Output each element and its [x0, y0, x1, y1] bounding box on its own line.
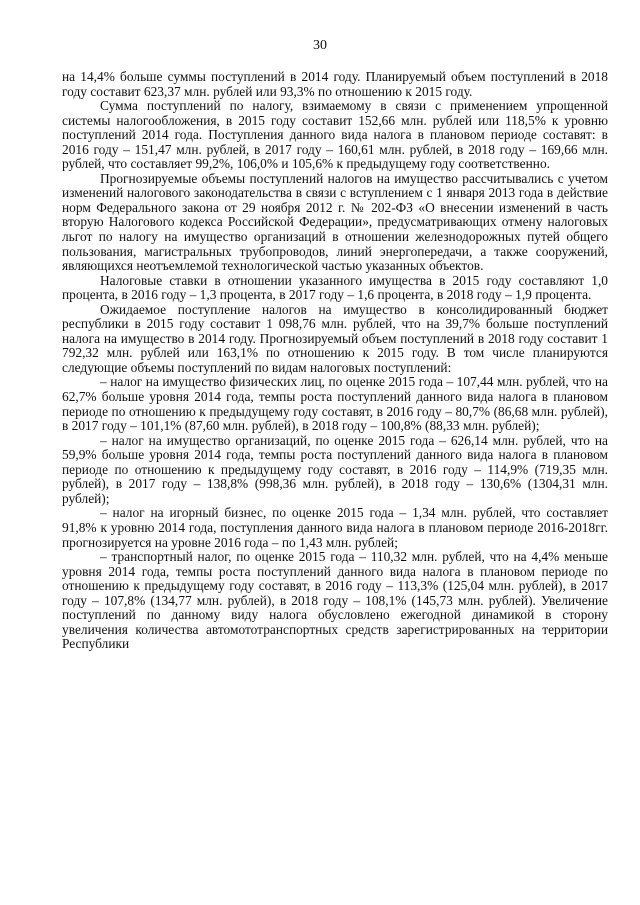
- list-item: – транспортный налог, по оценке 2015 года – 110,32 млн. рублей, что на 4,4% меньше уровня 2014 года, темпы роста поступлений данного вида налога в плановом периоде по отношению к предыдущему году составят, в 2016 году – 113,3% (125,04 млн. рублей), в 2017 году – 107,8% (134,77 млн. рублей), в 2018 году – 108,1% (145,73 млн. рублей). Увеличение поступлений по данному виду налога обусловлено ежегодной динамикой в сторону увеличения количества автомототранспортных средств зарегистрированных на территории Республики: [62, 549, 608, 652]
- paragraph: на 14,4% больше суммы поступлений в 2014 году. Планируемый объем поступлений в 2018 году составит 623,37 млн. рублей или 93,3% по отношению к 2015 году.: [62, 69, 608, 99]
- page-number: 30: [313, 38, 327, 53]
- paragraph: Прогнозируемые объемы поступлений налогов на имущество рассчитывались с учетом изменений налогового законодательства в связи с вступлением с 1 января 2013 года в действие норм Федерального закона от 29 ноября 2012 г. № 202-ФЗ «О внесении изменений в часть вторую Налогового кодекса Российской Федерации», предусматривающих отмену налоговых льгот по налогу на имущество организаций в отношении железнодорожных путей общего пользования, магистральных трубопроводов, линий энергопередачи, а также сооружений, являющихся неотъемлемой технологической частью указанных объектов.: [62, 170, 608, 274]
- paragraph: Сумма поступлений по налогу, взимаемому в связи с применением упрощенной системы налогообложения, в 2015 году составит 152,66 млн. рублей или 118,5% к уровню поступлений 2014 года. Поступления данного вида налога в плановом периоде составят: в 2016 году – 151,47 млн. рублей, в 2017 году – 160,61 млн. рублей, в 2018 году – 169,66 млн. рублей, что составляет 99,2%, 106,0% и 105,6% к предыдущему году соответственно.: [62, 98, 608, 172]
- list-item: – налог на игорный бизнес, по оценке 2015 года – 1,34 млн. рублей, что составляет 91,8% к уровню 2014 года, поступления данного вида налога в плановом периоде 2016-2018гг. прогнозируется на уровне 2016 года – по 1,43 млн. рублей;: [62, 505, 608, 550]
- list-item: – налог на имущество организаций, по оценке 2015 года – 626,14 млн. рублей, что на 59,9% больше уровня 2014 года, темпы роста поступлений данного вида налога в плановом периоде по отношению к предыдущему году составят, в 2016 году – 114,9% (719,35 млн. рублей), в 2017 году – 138,8% (998,36 млн. рублей), в 2018 году – 130,6% (1304,31 млн. рублей);: [62, 432, 608, 506]
- list-item: – налог на имущество физических лиц, по оценке 2015 года – 107,44 млн. рублей, что на 62,7% больше уровня 2014 года, темпы роста поступлений данного вида налога в плановом периоде по отношению к предыдущему году составят, в 2016 году – 80,7% (86,68 млн. рублей), в 2017 году – 101,1% (87,60 млн. рублей), в 2018 году – 100,8% (88,33 млн. рублей);: [62, 374, 608, 434]
- document-body: [62, 70, 608, 652]
- paragraph: Налоговые ставки в отношении указанного имущества в 2015 году составляют 1,0 процента, в 2016 году – 1,3 процента, в 2017 году – 1,6 процента, в 2018 году – 1,9 процента.: [62, 272, 608, 303]
- paragraph: Ожидаемое поступление налогов на имущество в консолидированный бюджет республики в 2015 году составит 1 098,76 млн. рублей, что на 39,7% больше поступлений налога на имущество в 2014 году. Прогнозируемый объем поступлений в 2018 году составит 1 792,32 млн. рублей или 163,1% по отношению к 2015 году. В том числе планируются следующие объемы поступлений по видам налоговых поступлений:: [62, 301, 608, 375]
